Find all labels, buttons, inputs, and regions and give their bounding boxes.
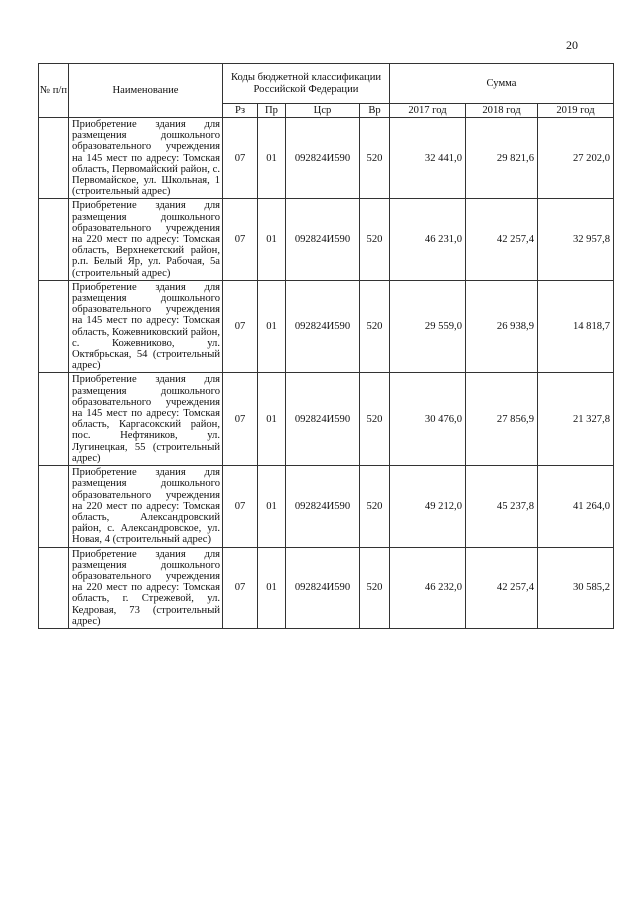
header-codes: Коды бюджетной классификации Российской Федерации xyxy=(223,64,390,104)
header-num: № п/п xyxy=(39,64,69,118)
row-2018: 42 257,4 xyxy=(466,199,538,280)
header-csr: Цср xyxy=(286,104,360,118)
row-2019: 41 264,0 xyxy=(538,466,614,547)
row-vr: 520 xyxy=(360,280,390,373)
row-csr: 092824И590 xyxy=(286,118,360,199)
row-vr: 520 xyxy=(360,466,390,547)
row-vr: 520 xyxy=(360,373,390,466)
row-pr: 01 xyxy=(258,373,286,466)
row-num xyxy=(39,373,69,466)
row-2017: 46 232,0 xyxy=(390,547,466,628)
row-2019: 21 327,8 xyxy=(538,373,614,466)
row-num xyxy=(39,547,69,628)
row-2017: 46 231,0 xyxy=(390,199,466,280)
row-rz: 07 xyxy=(223,280,258,373)
row-2019: 32 957,8 xyxy=(538,199,614,280)
row-name: Приобретение здания для размещения дошкольного образовательного учреждения на 220 мест по адресу: Томская область, г. Стрежевой, ул. Кедровая, 73 (строительный адрес) xyxy=(69,547,223,628)
row-rz: 07 xyxy=(223,373,258,466)
budget-table xyxy=(38,63,614,629)
header-2018: 2018 год xyxy=(466,104,538,118)
header-name: Наименование xyxy=(69,64,223,118)
table-row xyxy=(39,373,614,466)
header-2019: 2019 год xyxy=(538,104,614,118)
row-2019: 30 585,2 xyxy=(538,547,614,628)
row-name: Приобретение здания для размещения дошкольного образовательного учреждения на 145 мест по адресу: Томская область, Каргасокский район, пос. Нефтяников, ул. Лугинецкая, 55 (строительный адрес) xyxy=(69,373,223,466)
row-2018: 26 938,9 xyxy=(466,280,538,373)
row-2017: 29 559,0 xyxy=(390,280,466,373)
row-2018: 29 821,6 xyxy=(466,118,538,199)
page-number: 20 xyxy=(566,38,578,52)
row-2017: 30 476,0 xyxy=(390,373,466,466)
row-vr: 520 xyxy=(360,547,390,628)
row-rz: 07 xyxy=(223,199,258,280)
row-2018: 45 237,8 xyxy=(466,466,538,547)
header-pr: Пр xyxy=(258,104,286,118)
row-pr: 01 xyxy=(258,118,286,199)
row-num xyxy=(39,199,69,280)
header-vr: Вр xyxy=(360,104,390,118)
table-row xyxy=(39,280,614,373)
row-num xyxy=(39,118,69,199)
table-row xyxy=(39,118,614,199)
row-csr: 092824И590 xyxy=(286,199,360,280)
header-rz: Рз xyxy=(223,104,258,118)
row-rz: 07 xyxy=(223,466,258,547)
row-rz: 07 xyxy=(223,118,258,199)
row-2018: 42 257,4 xyxy=(466,547,538,628)
row-vr: 520 xyxy=(360,118,390,199)
row-csr: 092824И590 xyxy=(286,547,360,628)
row-pr: 01 xyxy=(258,199,286,280)
row-name: Приобретение здания для размещения дошкольного образовательного учреждения на 145 мест по адресу: Томская область, Первомайский район, с. Первомайское, ул. Школьная, 1 (строительный адрес) xyxy=(69,118,223,199)
row-2019: 27 202,0 xyxy=(538,118,614,199)
row-name: Приобретение здания для размещения дошкольного образовательного учреждения на 220 мест по адресу: Томская область, Александровский район, с. Александровское, ул. Новая, 4 (строительный адрес) xyxy=(69,466,223,547)
row-pr: 01 xyxy=(258,280,286,373)
row-2017: 49 212,0 xyxy=(390,466,466,547)
row-num xyxy=(39,280,69,373)
table-row xyxy=(39,466,614,547)
row-pr: 01 xyxy=(258,466,286,547)
row-name: Приобретение здания для размещения дошкольного образовательного учреждения на 220 мест по адресу: Томская область, Верхнекетский район, р.п. Белый Яр, ул. Рабочая, 5а (строительный адрес) xyxy=(69,199,223,280)
row-num xyxy=(39,466,69,547)
row-2017: 32 441,0 xyxy=(390,118,466,199)
table-row xyxy=(39,199,614,280)
row-csr: 092824И590 xyxy=(286,466,360,547)
row-csr: 092824И590 xyxy=(286,280,360,373)
table-row xyxy=(39,547,614,628)
header-sum: Сумма xyxy=(390,64,614,104)
row-vr: 520 xyxy=(360,199,390,280)
row-pr: 01 xyxy=(258,547,286,628)
row-csr: 092824И590 xyxy=(286,373,360,466)
row-2018: 27 856,9 xyxy=(466,373,538,466)
row-rz: 07 xyxy=(223,547,258,628)
row-2019: 14 818,7 xyxy=(538,280,614,373)
row-name: Приобретение здания для размещения дошкольного образовательного учреждения на 145 мест по адресу: Томская область, Кожевниковский район, с. Кожевниково, ул. Октябрьская, 54 (строительный адрес) xyxy=(69,280,223,373)
header-2017: 2017 год xyxy=(390,104,466,118)
